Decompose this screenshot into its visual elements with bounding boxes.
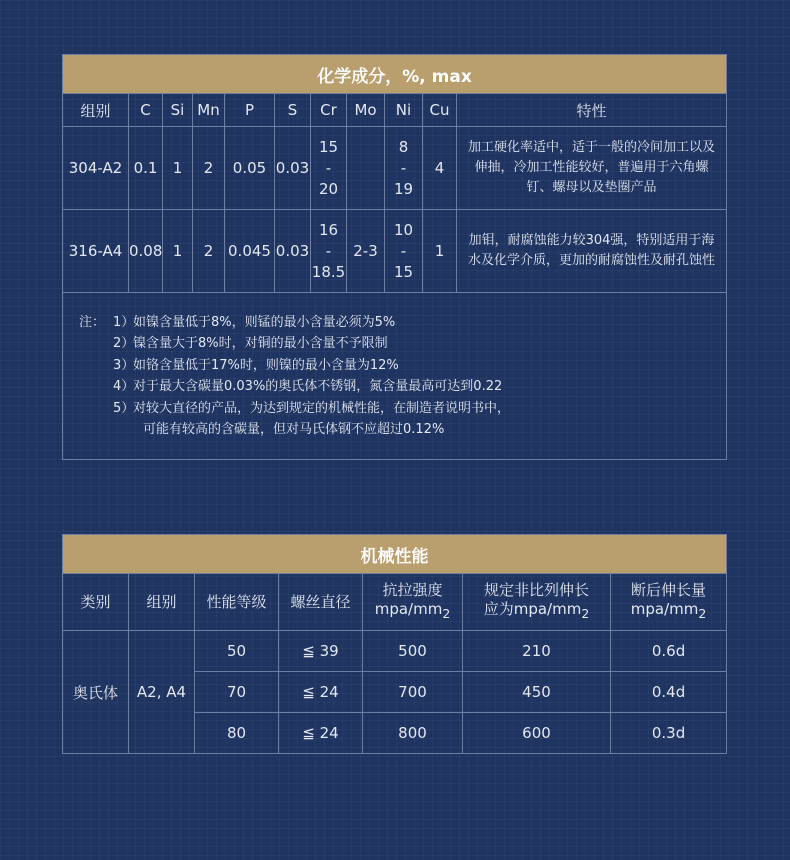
header-ni: Ni [385,94,423,127]
cell-si: 1 [163,127,193,210]
tensile-unit: mpa/mm [374,600,443,618]
cell-mn: 2 [193,127,225,210]
cell-ni [385,210,423,293]
cell-si: 1 [163,210,193,293]
note-number: 2） [113,336,135,351]
cell-yield: 450 [463,672,611,713]
ni-min: 8 [398,137,409,156]
header-yield [463,574,611,631]
ni-min: 10 [393,220,414,239]
elongation-label: 断后伸长量 [631,581,707,599]
note-text: 如铬含量低于17%时，则镍的最小含量为12% [133,357,399,373]
note-number: 5） [113,400,135,416]
cell-group: A2, A4 [129,631,195,754]
header-mn: Mn [193,94,225,127]
notes-cell [63,293,727,460]
note-number: 4） [113,379,135,394]
ni-dash: - [400,158,407,177]
header-si: Si [163,94,193,127]
cell-diameter: ≦ 24 [279,713,363,754]
cell-cr [311,127,347,210]
note-text: 对较大直径的产品，为达到规定的机械性能，在制造者说明书中， [133,400,511,416]
cell-cu: 4 [423,127,457,210]
cell-mn: 2 [193,210,225,293]
cell-elongation: 0.6d [611,631,727,672]
ni-max: 19 [393,179,414,198]
header-p: P [225,94,275,127]
note-item [79,355,726,377]
cell-yield: 600 [463,713,611,754]
header-c: C [129,94,163,127]
elongation-unit-sub: 2 [698,606,707,621]
cr-max: 18.5 [311,262,346,281]
mechanical-table-title: 机械性能 [63,535,727,574]
header-elongation [611,574,727,631]
cell-grade: 50 [195,631,279,672]
note-item [79,333,726,355]
cell-c: 0.1 [129,127,163,210]
cell-ni [385,127,423,210]
table-row [63,631,727,672]
cell-tensile: 800 [363,713,463,754]
cr-dash: - [325,158,332,177]
ni-max: 15 [393,262,414,281]
header-s: S [275,94,311,127]
note-continuation [79,419,726,441]
tensile-unit-sub: 2 [442,606,451,621]
notes-prefix: 注： [79,314,106,330]
cr-max: 20 [318,179,339,198]
header-cu: Cu [423,94,457,127]
header-category: 类别 [63,574,129,631]
note-text: 可能有较高的含碳量，但对马氏体钢不应超过0.12% [143,422,445,437]
cell-p: 0.045 [225,210,275,293]
mechanical-properties-table [62,534,727,754]
tensile-label: 抗拉强度 [382,581,443,599]
cell-mo: 2-3 [347,210,385,293]
yield-unit-sub: 2 [581,606,590,621]
cell-c: 0.08 [129,210,163,293]
cell-cr [311,210,347,293]
cr-min: 16 [318,220,339,239]
note-item [79,312,726,334]
cell-elongation: 0.4d [611,672,727,713]
note-number: 1） [113,314,135,330]
cell-p: 0.05 [225,127,275,210]
cell-feature: 加钼，耐腐蚀能力较304强，特别适用于海水及化学介质，更加的耐腐蚀性及耐孔蚀性 [457,210,727,293]
cell-diameter: ≦ 24 [279,672,363,713]
chemical-table-title: 化学成分，%, max [63,55,727,94]
cell-group: 316-A4 [63,210,129,293]
cell-diameter: ≦ 39 [279,631,363,672]
note-text: 对于最大含碳量0.03%的奥氏体不锈钢，氮含量最高可达到0.22 [133,379,503,394]
cell-tensile: 700 [363,672,463,713]
header-mo: Mo [347,94,385,127]
cell-elongation: 0.3d [611,713,727,754]
cell-grade: 70 [195,672,279,713]
cell-s: 0.03 [275,127,311,210]
cell-mo [347,127,385,210]
header-group: 组别 [63,94,129,127]
note-item [79,376,726,398]
cr-min: 15 [318,137,339,156]
note-text: 镍含量大于8%时，对铜的最小含量不予限制 [133,336,388,351]
ni-dash: - [400,241,407,260]
cr-dash: - [325,241,332,260]
note-text: 如镍含量低于8%，则锰的最小含量必须为5% [133,314,396,330]
yield-label: 规定非比列伸长 [483,581,589,599]
notes-list [63,312,726,441]
cell-grade: 80 [195,713,279,754]
header-diameter: 螺丝直径 [279,574,363,631]
cell-feature: 加工硬化率适中，适于一般的冷间加工以及伸抽，冷加工性能较好，普遍用于六角螺钉、螺母以及垫圈产品 [457,127,727,210]
note-number: 3） [113,357,135,373]
header-group: 组别 [129,574,195,631]
header-tensile [363,574,463,631]
elongation-unit: mpa/mm [630,600,699,618]
header-cr: Cr [311,94,347,127]
table-row [63,210,727,293]
note-item [79,398,726,420]
cell-tensile: 500 [363,631,463,672]
table-row [63,127,727,210]
cell-category: 奥氏体 [63,631,129,754]
cell-group: 304-A2 [63,127,129,210]
cell-cu: 1 [423,210,457,293]
chemical-composition-table [62,54,727,460]
header-grade: 性能等级 [195,574,279,631]
yield-unit: 应为mpa/mm [483,600,582,618]
header-feature: 特性 [457,94,727,127]
cell-yield: 210 [463,631,611,672]
cell-s: 0.03 [275,210,311,293]
